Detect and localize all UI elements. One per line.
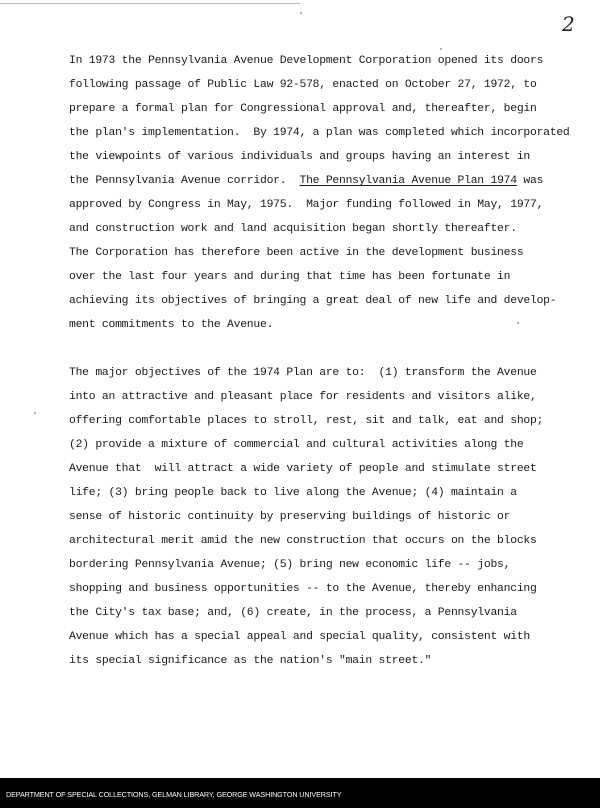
paragraph2-line: its special significance as the nation's "main street." [69, 655, 432, 667]
paragraph1-line-text: was [516, 175, 544, 187]
scan-edge-rule [0, 3, 300, 4]
paragraph1-line: the viewpoints of various individuals and groups having an interest in [69, 151, 530, 163]
paragraph2-line: Avenue that will attract a wide variety of people and stimulate street [69, 463, 537, 475]
paragraph1-line: over the last four years and during that time has been fortunate in [69, 271, 511, 283]
paragraph1-line: achieving its objectives of bringing a great deal of new life and develop- [69, 295, 557, 307]
paragraph2-line: The major objectives of the 1974 Plan are to: (1) transform the Avenue [69, 367, 537, 379]
paragraph1-line: and construction work and land acquisition began shortly thereafter. [69, 223, 517, 235]
paragraph1-line: following passage of Public Law 92-578, enacted on October 27, 1972, to [69, 79, 537, 91]
paragraph2-line: Avenue which has a special appeal and special quality, consistent with [69, 631, 530, 643]
paragraph2-line: sense of historic continuity by preserving buildings of historic or [69, 511, 511, 523]
paragraph2-line: offering comfortable places to stroll, rest, sit and talk, eat and shop; [69, 415, 544, 427]
paragraph2-line: shopping and business opportunities -- to the Avenue, thereby enhancing [69, 583, 537, 595]
paragraph2-line: bordering Pennsylvania Avenue; (5) bring new economic life -- jobs, [69, 559, 511, 571]
archive-credit-bar [0, 778, 600, 808]
plan-title-underlined: The Pennsylvania Avenue Plan 1974 [299, 175, 517, 187]
paragraph1-line-text: the Pennsylvania Avenue corridor. [69, 175, 300, 187]
paragraph2-line: (2) provide a mixture of commercial and cultural activities along the [69, 439, 524, 451]
paragraph2-line: architectural merit amid the new construction that occurs on the blocks [69, 535, 537, 547]
scan-speck [517, 322, 519, 324]
paragraph1-line [69, 174, 543, 188]
paragraph1-line: prepare a formal plan for Congressional approval and, thereafter, begin [69, 103, 537, 115]
paragraph2-line: the City's tax base; and, (6) create, in the process, a Pennsylvania [69, 607, 517, 619]
scan-speck [34, 412, 36, 414]
paragraph2-line: life; (3) bring people back to live along the Avenue; (4) maintain a [69, 487, 517, 499]
paragraph1-line: In 1973 the Pennsylvania Avenue Development Corporation opened its doors [69, 55, 544, 67]
scan-speck [300, 12, 302, 14]
page-number: 2 [562, 12, 575, 36]
archive-credit-text: DEPARTMENT OF SPECIAL COLLECTIONS, GELMAN LIBRARY, GEORGE WASHINGTON UNIVERSITY [6, 790, 342, 799]
scan-speck [440, 48, 442, 50]
paragraph2-line: into an attractive and pleasant place for residents and visitors alike, [69, 391, 537, 403]
paragraph1-line: the plan's implementation. By 1974, a plan was completed which incorporated [69, 127, 570, 139]
paragraph1-line: ment commitments to the Avenue. [69, 319, 274, 331]
paragraph1-line: The Corporation has therefore been active in the development business [69, 247, 524, 259]
paragraph1-line: approved by Congress in May, 1975. Major funding followed in May, 1977, [69, 199, 544, 211]
